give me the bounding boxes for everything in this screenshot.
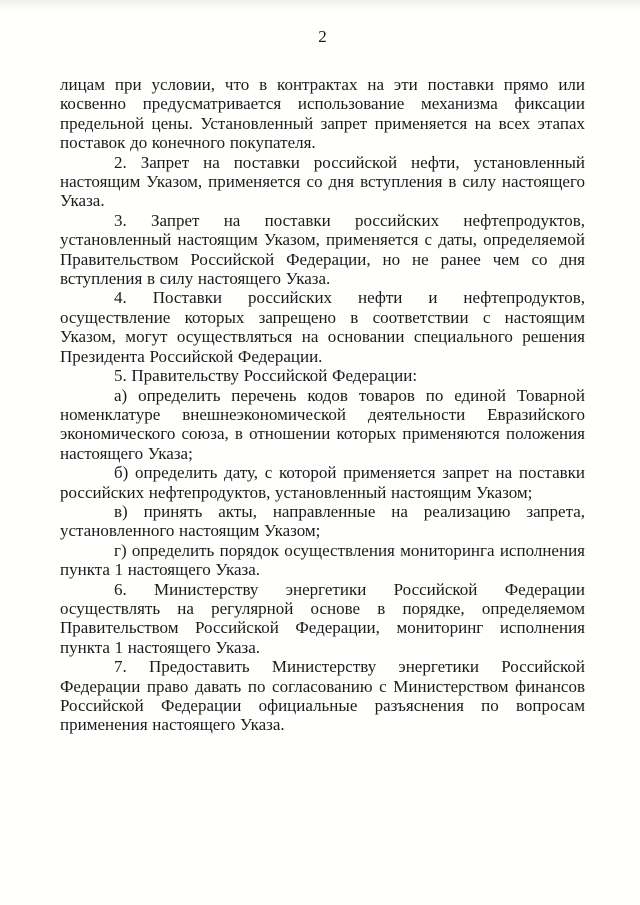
paragraph: 7. Предоставить Министерству энергетики Российской Федерации право давать по согласованию с Министерством финансов Российской Федерации официальные разъяснения по вопросам применения настоящего Указа. [60, 657, 585, 735]
paragraph: 6. Министерству энергетики Российской Федерации осуществлять на регулярной основе в порядке, определяемом Правительством Российской Федерации, мониторинг исполнения пункта 1 настоящего Указа. [60, 579, 585, 657]
paragraph: а) определить перечень кодов товаров по единой Товарной номенклатуре внешнеэкономической деятельности Евразийского экономического союза, в отношении которых применяются положения настоящего Указа; [60, 385, 585, 463]
paragraph: 4. Поставки российских нефти и нефтепродуктов, осуществление которых запрещено в соответствии с настоящим Указом, могут осуществляться на основании специального решения Президента Российской Федерации. [60, 288, 585, 366]
paragraph: г) определить порядок осуществления мониторинга исполнения пункта 1 настоящего Указа. [60, 540, 585, 580]
paragraph: б) определить дату, с которой применяется запрет на поставки российских нефтепродуктов, установленный настоящим Указом; [60, 463, 585, 502]
paragraph: 3. Запрет на поставки российских нефтепродуктов, установленный настоящим Указом, применяется с даты, определяемой Правительством Российской Федерации, но не ранее чем со дня вступления в силу настоящего Указа. [60, 210, 585, 289]
paragraph: 2. Запрет на поставки российской нефти, установленный настоящим Указом, применяется со дня вступления в силу настоящего Указа. [60, 152, 585, 211]
paragraph: лицам при условии, что в контрактах на эти поставки прямо или косвенно предусматривается использование механизма фиксации предельной цены. Установленный запрет применяется на всех этапах поставок до конечного покупателя. [60, 75, 585, 153]
paragraph: 5. Правительству Российской Федерации: [114, 366, 418, 386]
page-number: 2 [318, 27, 327, 46]
paragraph: в) принять акты, направленные на реализацию запрета, установленного настоящим Указом; [60, 501, 585, 541]
